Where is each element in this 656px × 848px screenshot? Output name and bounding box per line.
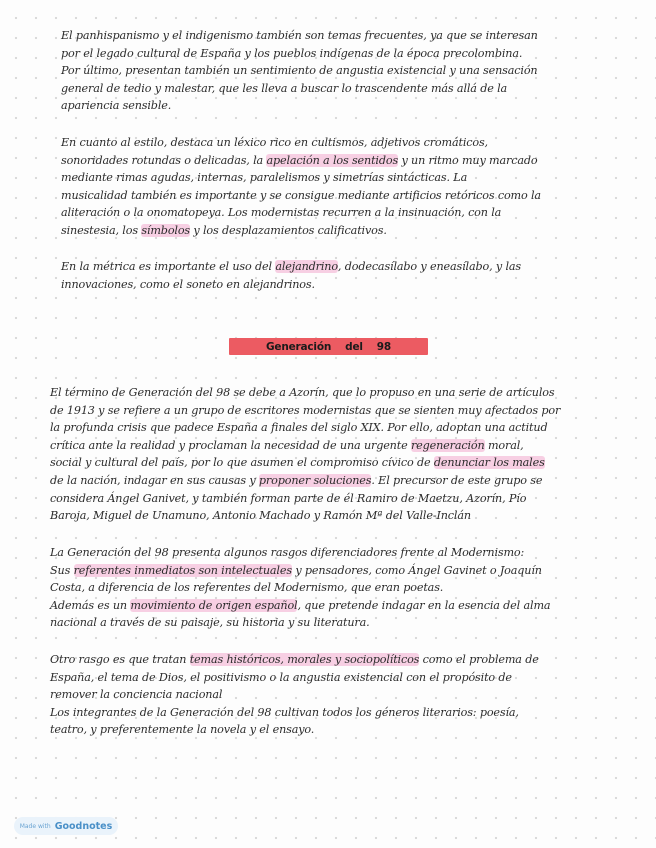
text-segment: En la métrica es importante el uso del (61, 260, 276, 273)
text-segment: general de tedio y malestar, que les lleva a buscar lo trascendente más allá de la (61, 81, 508, 95)
text-line (61, 222, 541, 240)
text-segment: de la nación, indagar en sus causas y (50, 473, 259, 487)
text-segment: mediante rimas agudas, internas, paralelismos y simetrías sintácticas. La (61, 171, 468, 185)
paragraph-panhispanismo (61, 27, 538, 115)
text-segment: innovaciones, como el soneto en alejandrinos. (61, 277, 315, 291)
text-line (50, 544, 550, 562)
text-segment: y un ritmo muy marcado (398, 153, 538, 167)
highlighted-text: regeneración (410, 438, 485, 452)
text-line (61, 45, 538, 63)
text-segment: Los integrantes de la Generación del 98 cultivan todos los géneros literarios: poesía, (50, 705, 519, 719)
text-line (61, 152, 541, 170)
badge-small-text: Made with (19, 822, 51, 830)
text-segment: y los desplazamientos calificativos. (190, 223, 387, 237)
text-segment: El término de Generación del 98 se debe a Azorín, que lo propuso en una serie de artículos (50, 386, 555, 399)
text-line (61, 134, 541, 152)
text-segment: España, el tema de Dios, el positivismo o la angustia existencial con el propósito de (50, 670, 512, 684)
text-segment: El panhispanismo y el indigenismo también son temas frecuentes, ya que se interesan (61, 29, 538, 42)
text-line (61, 204, 541, 222)
highlighted-text: movimiento de origen español (130, 598, 298, 612)
badge-brand-text: Goodnotes (54, 820, 113, 832)
heading-word-2: del (345, 340, 363, 353)
highlighted-text: referentes inmediatos son intelectuales (73, 563, 292, 577)
text-line (50, 579, 550, 597)
paragraph-metrica (61, 258, 521, 293)
text-segment: , que pretende indagar en la esencia del alma (297, 598, 551, 612)
text-line (61, 258, 521, 276)
text-line (50, 686, 539, 704)
highlighted-text: temas históricos, morales y sociopolíticos (189, 653, 420, 666)
text-line (50, 614, 550, 632)
heading-word-1: Generación (266, 340, 332, 353)
text-segment: remover la conciencia nacional (50, 688, 223, 702)
text-segment: musicalidad también es importante y se consigue mediante artificios retóricos como la (61, 188, 541, 202)
text-segment: Baroja, Miguel de Unamuno, Antonio Machado y Ramón Mª del Valle-Inclán (50, 509, 471, 523)
text-line (50, 384, 560, 402)
text-segment: Otro rasgo es que tratan (50, 653, 190, 666)
text-line (61, 62, 538, 80)
text-segment: Además es un (50, 598, 131, 612)
text-segment: apariencia sensible. (61, 99, 172, 113)
highlighted-text: proponer soluciones (258, 473, 372, 487)
text-line (50, 704, 539, 722)
text-segment: sinestesia, los (61, 223, 142, 237)
text-line (50, 472, 560, 490)
text-line (61, 187, 541, 205)
paragraph-termino-generacion (50, 384, 560, 525)
text-line (61, 97, 538, 115)
text-segment: Por último, presentan también un sentimiento de angustia existencial y una sensación (61, 64, 538, 78)
made-with-goodnotes-badge[interactable] (14, 817, 118, 835)
text-segment: la profunda crisis que padece España a finales del siglo XIX. Por ello, adoptan una actitud (50, 421, 548, 435)
heading-word-3: 98 (376, 340, 391, 353)
paragraph-estilo (61, 134, 541, 240)
highlighted-text: símbolos (141, 223, 191, 237)
text-segment: . El precursor de este grupo se (371, 473, 543, 487)
text-line (61, 80, 538, 98)
text-segment: considera Ángel Ganivet, y también forman parte de él Ramiro de Maetzu, Azorín, Pío (50, 491, 527, 505)
section-heading-generacion-98 (229, 338, 428, 355)
text-line (50, 721, 539, 739)
highlighted-text: apelación a los sentidos (266, 153, 399, 167)
text-line (50, 402, 560, 420)
text-line (50, 437, 560, 455)
highlighted-text: denunciar los males (433, 456, 545, 470)
text-line (50, 597, 550, 615)
text-segment: teatro, y preferentemente la novela y el ensayo. (50, 723, 315, 737)
text-segment: sonoridades rotundas o delicadas, la (61, 153, 267, 167)
text-segment: Sus (50, 563, 74, 577)
text-line (61, 169, 541, 187)
text-segment: crítica ante la realidad y proclaman la necesidad de una urgente (50, 438, 411, 452)
text-line (61, 27, 538, 45)
text-segment: aliteración o la onomatopeya. Los modernistas recurren a la insinuación, con la (61, 206, 502, 220)
text-line (61, 276, 521, 294)
text-line (50, 651, 539, 669)
text-segment: y pensadores, como Ángel Gavinet o Joaquín (291, 563, 542, 577)
text-segment: En cuanto al estilo, destaca un léxico rico en cultismos, adjetivos cromáticos, (61, 136, 488, 149)
text-segment: , dodecasílabo y eneasílabo, y las (337, 260, 522, 273)
text-segment: Costa, a diferencia de los referentes del Modernismo, que eran poetas. (50, 581, 444, 595)
text-segment: como el problema de (419, 653, 539, 666)
paragraph-rasgos-diferenciadores (50, 544, 550, 632)
text-segment: social y cultural del país, por lo que asumen el compromiso cívico de (50, 456, 434, 470)
text-segment: La Generación del 98 presenta algunos rasgos diferenciadores frente al Modernismo: (50, 546, 525, 559)
paragraph-otro-rasgo (50, 651, 539, 739)
text-line (50, 490, 560, 508)
text-line (50, 562, 550, 580)
text-segment: por el legado cultural de España y los pueblos indígenas de la época precolombina. (61, 46, 523, 60)
text-segment: nacional a través de su paisaje, su historia y su literatura. (50, 616, 370, 630)
text-line (50, 419, 560, 437)
text-line (50, 454, 560, 472)
highlighted-text: alejandrino (275, 260, 338, 273)
text-line (50, 669, 539, 687)
text-segment: de 1913 y se refiere a un grupo de escritores modernistas que se sienten muy afectados por (50, 403, 561, 417)
text-segment: moral, (484, 438, 524, 452)
text-line (50, 507, 560, 525)
